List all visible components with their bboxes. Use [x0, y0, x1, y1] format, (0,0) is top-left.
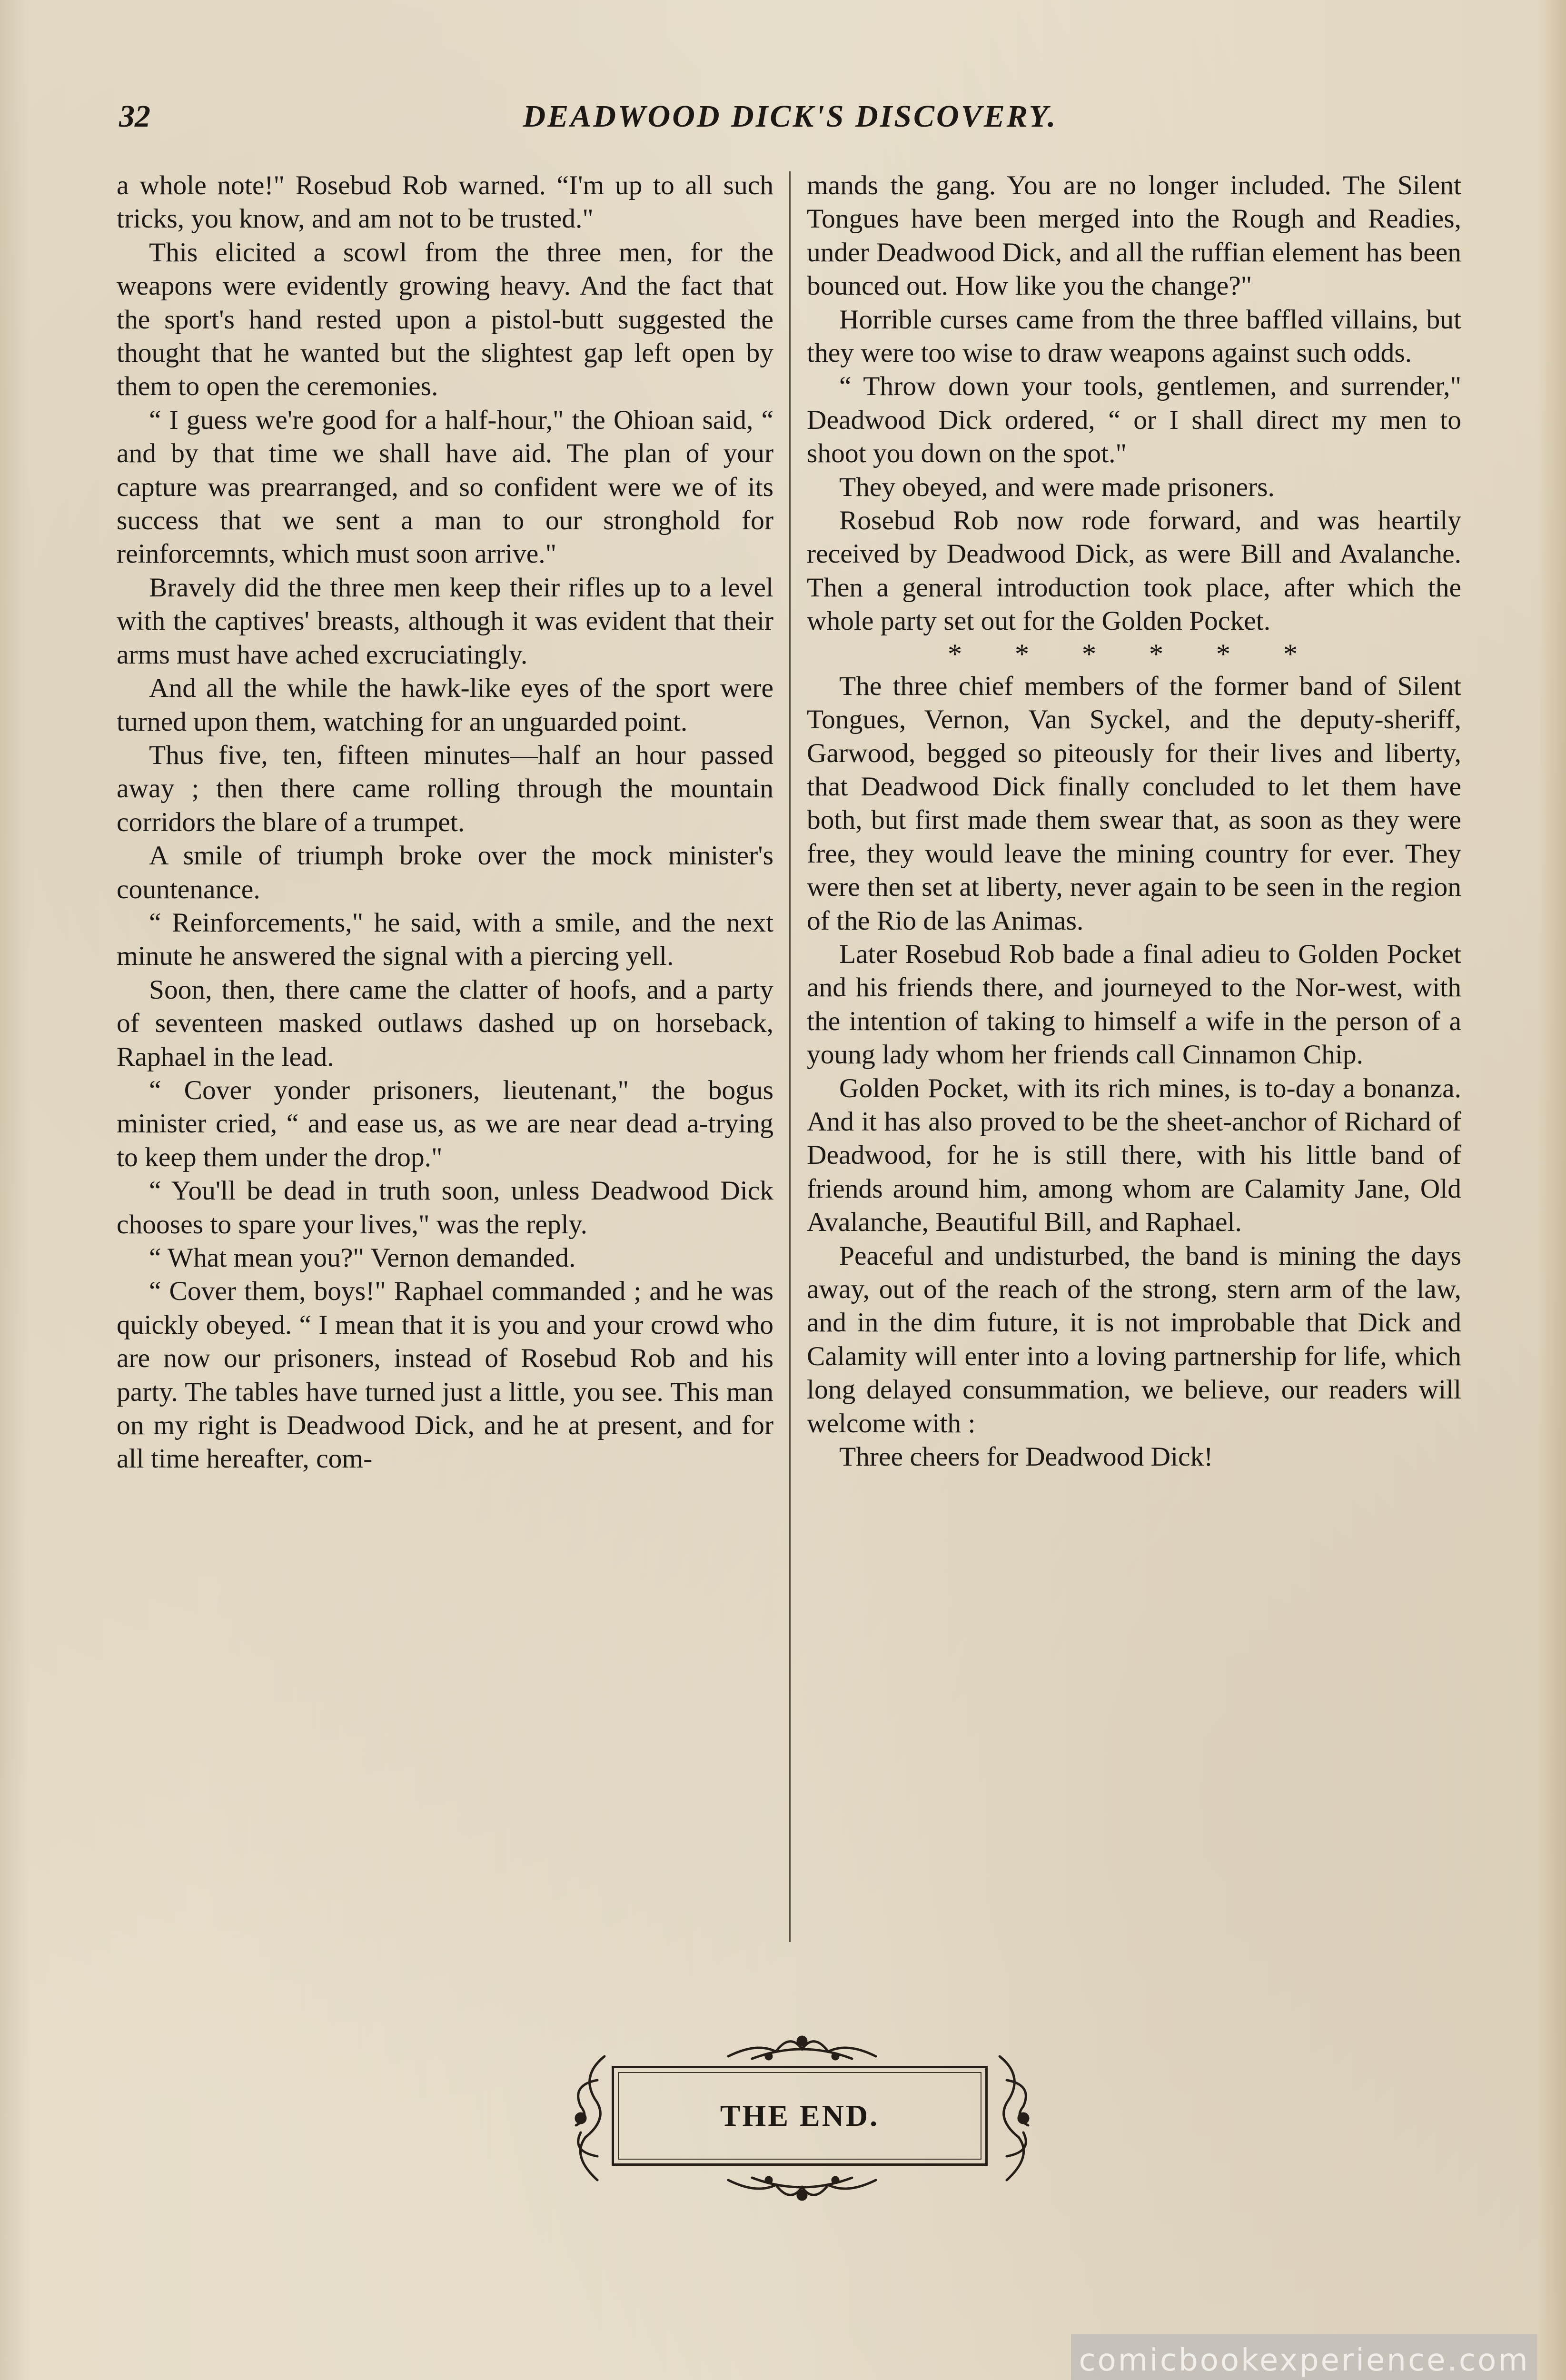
paragraph: Horrible curses came from the three baffled villains, but they were too wise to draw weapons against such odds.	[807, 304, 1461, 368]
page-number: 32	[119, 99, 150, 134]
paragraph: “ Cover them, boys!" Raphael commanded ; and he was quickly obeyed. “ I mean that it is you and your crowd who are now our prisoners, instead of Rosebud Rob and his party. The tables have turned just a little, you see. This man on my right is Deadwood Dick, and he at present, and for all time hereafter, com-	[117, 1276, 773, 1474]
paragraph: mands the gang. You are no longer included. The Silent Tongues have been merged into the Rough and Readies, under Deadwood Dick, and all the ruffian element has been bounced out. How like you the change?"	[807, 170, 1461, 301]
column-divider	[789, 171, 791, 1942]
watermark: comicbookexperience.com	[1071, 2334, 1537, 2380]
section-break-asterisks: * * * * * *	[948, 638, 1320, 670]
left-text-column	[117, 169, 773, 1476]
paragraph: “ You'll be dead in truth soon, unless Deadwood Dick chooses to spare your lives," was the reply.	[117, 1176, 773, 1240]
paragraph: A smile of triumph broke over the mock minister's countenance.	[117, 841, 773, 904]
the-end-ornament	[552, 2023, 1052, 2213]
paragraph: Peaceful and undisturbed, the band is mining the days away, out of the reach of the strong, stern arm of the law, and in the dim future, it is not improbable that Dick and Calamity will enter into a loving partnership for life, which long delayed consummation, we believe, our readers will welcome with :	[807, 1240, 1461, 1438]
paragraph: This elicited a scowl from the three men, for the weapons were evidently growing heavy. And the fact that the sport's hand rested upon a pistol-butt suggested the thought that he wanted but the slightest gap left open by them to open the ceremonies.	[117, 237, 773, 402]
paragraph: “ Cover yonder prisoners, lieutenant," the bogus minister cried, “ and ease us, as we are near dead a-trying to keep them under the drop."	[117, 1075, 773, 1172]
paragraph: Bravely did the three men keep their rifles up to a level with the captives' breasts, although it was evident that their arms must have ached excruciatingly.	[117, 572, 773, 670]
page-header	[119, 95, 1461, 138]
paragraph: And all the while the hawk-like eyes of the sport were turned upon them, watching for an unguarded point.	[117, 673, 773, 737]
the-end-label: THE END.	[720, 2099, 880, 2132]
closing-line: Three cheers for Deadwood Dick!	[839, 1442, 1213, 1472]
paragraph: “ Throw down your tools, gentlemen, and surrender," Deadwood Dick ordered, “ or I shall direct my men to shoot you down on the spot."	[807, 371, 1461, 469]
paragraph: a whole note!" Rosebud Rob warned. “I'm up to all such tricks, you know, and am not to be trusted."	[117, 170, 773, 234]
paragraph: Rosebud Rob now rode forward, and was heartily received by Deadwood Dick, as were Bill and Avalanche. Then a general introduction took place, after which the whole party set out for the Golden Pocket.	[807, 506, 1461, 636]
paragraph: Soon, then, there came the clatter of hoofs, and a party of seventeen masked outlaws dashed up on horseback, Raphael in the lead.	[117, 974, 773, 1072]
the-end-box	[612, 2066, 988, 2166]
right-text-column	[807, 169, 1461, 1474]
paragraph: They obeyed, and were made prisoners.	[839, 472, 1275, 502]
paragraph: “ What mean you?" Vernon demanded.	[149, 1243, 576, 1273]
paragraph: The three chief members of the former band of Silent Tongues, Vernon, Van Syckel, and the deputy-sheriff, Garwood, begged so piteously for their lives and liberty, that Deadwood Dick finally concluded to let them have both, but first made them swear that, as soon as they were free, they would leave the mining country for ever. They were then set at liberty, never again to be seen in the region of the Rio de las Animas.	[807, 671, 1461, 936]
paragraph: Golden Pocket, with its rich mines, is to-day a bonanza. And it has also proved to be the sheet-anchor of Richard of Deadwood, for he is still there, with his little band of friends around him, among whom are Calamity Jane, Old Avalanche, Beautiful Bill, and Raphael.	[807, 1073, 1461, 1238]
running-title: DEADWOOD DICK'S DISCOVERY.	[523, 99, 1058, 134]
paragraph: Later Rosebud Rob bade a final adieu to Golden Pocket and his friends there, and journeyed to the Nor-west, with the intention of taking to himself a wife in the person of a young lady whom her friends call Cinnamon Chip.	[807, 939, 1461, 1070]
paragraph: Thus five, ten, fifteen minutes—half an hour passed away ; then there came rolling through the mountain corridors the blare of a trumpet.	[117, 740, 773, 837]
paragraph: “ Reinforcements," he said, with a smile, and the next minute he answered the signal with a piercing yell.	[117, 907, 773, 972]
paragraph: “ I guess we're good for a half-hour," the Ohioan said, “ and by that time we shall have aid. The plan of your capture was prearranged, and so confident were we of its success that we sent a man to our stronghold for reinforcemnts, which must soon arrive."	[117, 405, 773, 569]
